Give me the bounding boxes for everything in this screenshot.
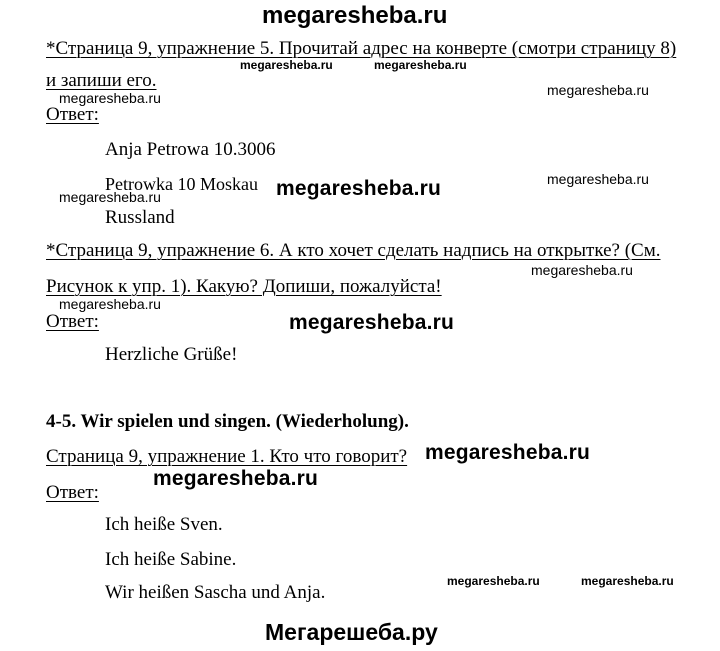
watermark: megaresheba.ru	[59, 90, 161, 106]
watermark: megaresheba.ru	[59, 296, 161, 312]
ex6-task-line2: Рисунок к упр. 1). Какую? Допиши, пожалуйста!	[46, 276, 442, 297]
watermark: megaresheba.ru	[374, 58, 467, 72]
ex6-task-line1: *Страница 9, упражнение 6. А кто хочет сделать надпись на открытке? (См.	[46, 240, 661, 261]
section-answer-line: Wir heißen Sascha und Anja.	[105, 582, 326, 603]
site-header[interactable]: megaresheba.ru	[262, 2, 448, 29]
ex6-answer-label: Ответ:	[46, 311, 99, 332]
section-task: Страница 9, упражнение 1. Кто что говорит?	[46, 446, 408, 467]
watermark: megaresheba.ru	[240, 58, 333, 72]
section-answer-line: Ich heiße Sven.	[105, 514, 223, 535]
ex5-answer-label: Ответ:	[46, 104, 99, 125]
footer-brand-link[interactable]: Мегарешеба.ру	[265, 619, 438, 645]
watermark: megaresheba.ru	[547, 82, 649, 98]
ex5-address-line: Russland	[105, 207, 175, 228]
ex5-address-line: Anja Petrowa 10.3006	[105, 139, 276, 160]
ex5-task-line2: и запиши его.	[46, 70, 157, 91]
ex5-address-line: Petrowka 10 Moskau	[105, 174, 258, 194]
watermark: megaresheba.ru	[547, 171, 649, 187]
watermark-large: megaresheba.ru	[425, 441, 591, 464]
watermark-large: megaresheba.ru	[276, 177, 442, 200]
section-answer-line: Ich heiße Sabine.	[105, 549, 237, 570]
watermark: megaresheba.ru	[59, 189, 161, 205]
watermark: megaresheba.ru	[447, 574, 540, 588]
watermark: megaresheba.ru	[581, 574, 674, 588]
section-answer-label: Ответ:	[46, 482, 99, 503]
ex6-answer: Herzliche Grüße!	[105, 344, 238, 365]
watermark-large: megaresheba.ru	[289, 311, 455, 334]
section-heading: 4-5. Wir spielen und singen. (Wiederholung).	[46, 411, 409, 432]
watermark: megaresheba.ru	[531, 262, 633, 278]
ex5-task-line1: *Страница 9, упражнение 5. Прочитай адрес на конверте (смотри страницу 8)	[46, 38, 677, 59]
watermark-large: megaresheba.ru	[153, 467, 319, 490]
